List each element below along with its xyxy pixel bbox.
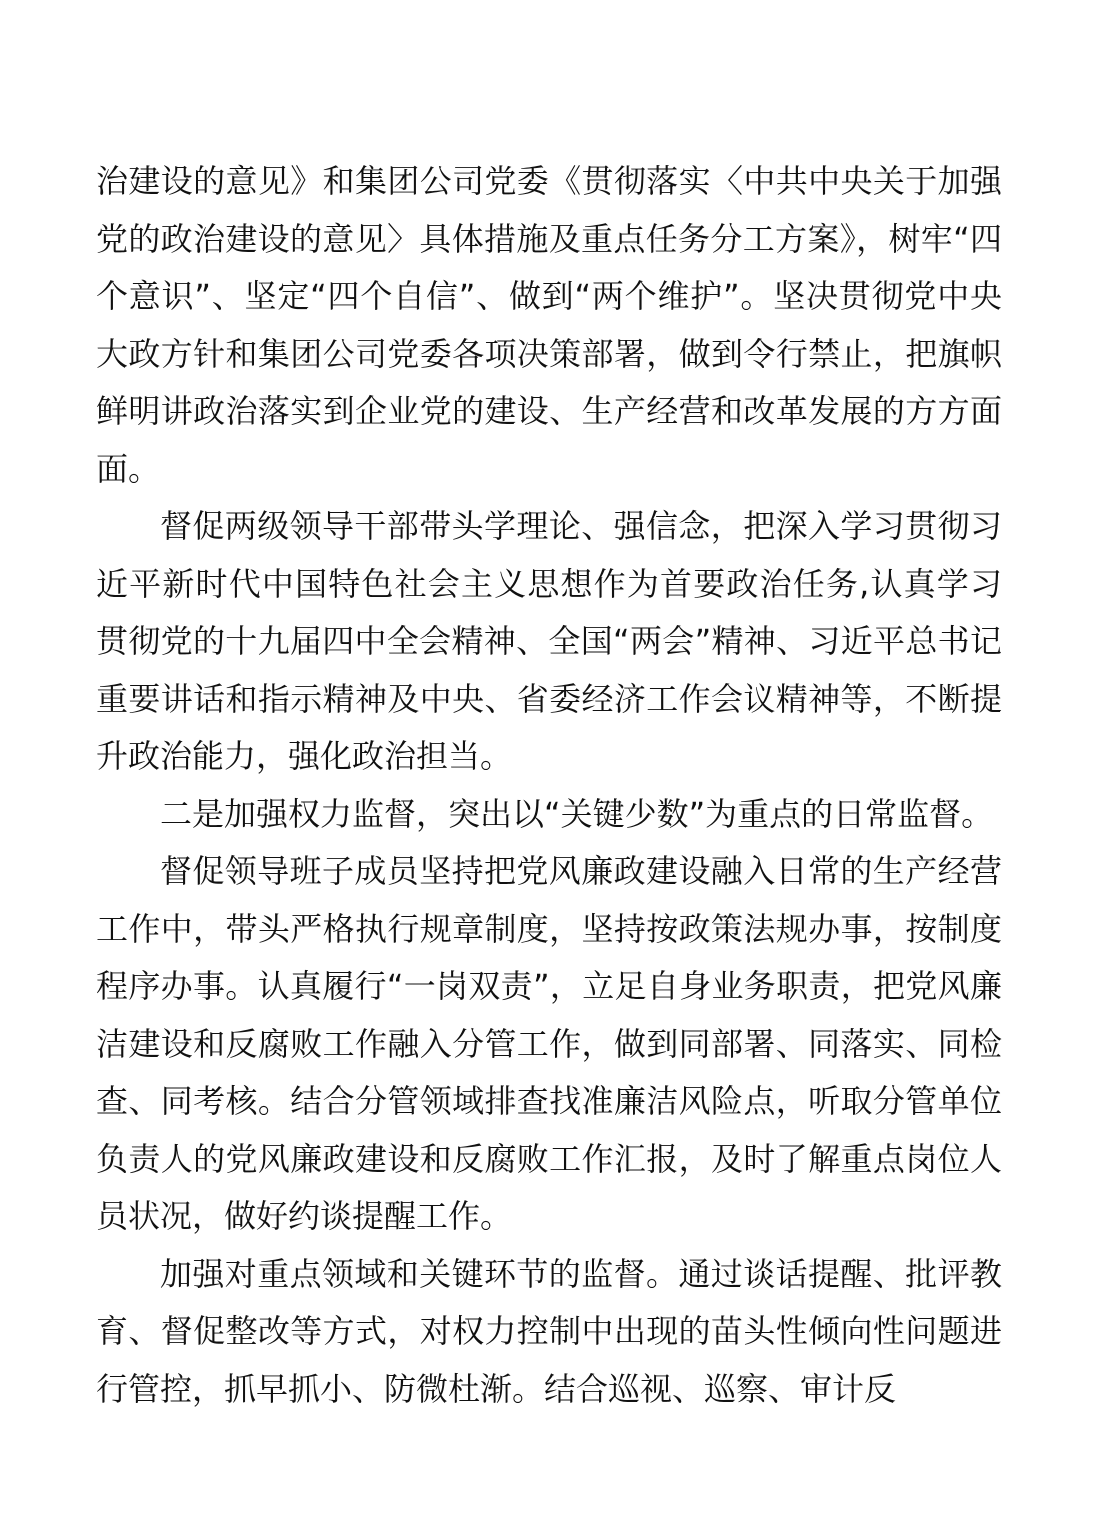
paragraph-leadership-supervision: 督促领导班子成员坚持把党风廉政建设融入日常的生产经营工作中，带头严格执行规章制度，坚持按政策法规办事，按制度程序办事。认真履行“一岗双责”，立足自身业务职责，把党风廉洁建设和反腐败工作融入分管工作，做到同部署、同落实、同检查、同考核。结合分管领域排查找准廉洁风险点，听取分管单位负责人的党风廉政建设和反腐败工作汇报，及时了解重点岗位人员状况，做好约谈提醒工作。 <box>96 852 1002 1235</box>
paragraph-section-heading: 二是加强权力监督，突出以“关键少数”为重点的日常监督。 <box>160 794 994 833</box>
paragraph-study-theory: 督促两级领导干部带头学理论、强信念，把深入学习贯彻习近平新时代中国特色社会主义思想作为首要政治任务,认真学习贯彻党的十九届四中全会精神、全国“两会”精神、习近平总书记重要讲话和指示精神及中央、省委经济工作会议精神等，不断提升政治能力，强化政治担当。 <box>96 507 1002 775</box>
paragraph-key-areas: 加强对重点领域和关键环节的监督。通过谈话提醒、批评教育、督促整改等方式，对权力控制中出现的苗头性倾向性问题进行管控，抓早抓小、防微杜渐。结合巡视、巡察、审计反 <box>96 1254 1002 1408</box>
document-body <box>96 153 1002 1418</box>
paragraph-continuation: 治建设的意见》和集团公司党委《贯彻落实〈中共中央关于加强党的政治建设的意见〉具体措施及重点任务分工方案》，树牢“四个意识”、坚定“四个自信”、做到“两个维护”。坚决贯彻党中央大政方针和集团公司党委各项决策部署，做到令行禁止，把旗帜鲜明讲政治落实到企业党的建设、生产经营和改革发展的方方面面。 <box>96 162 1002 488</box>
